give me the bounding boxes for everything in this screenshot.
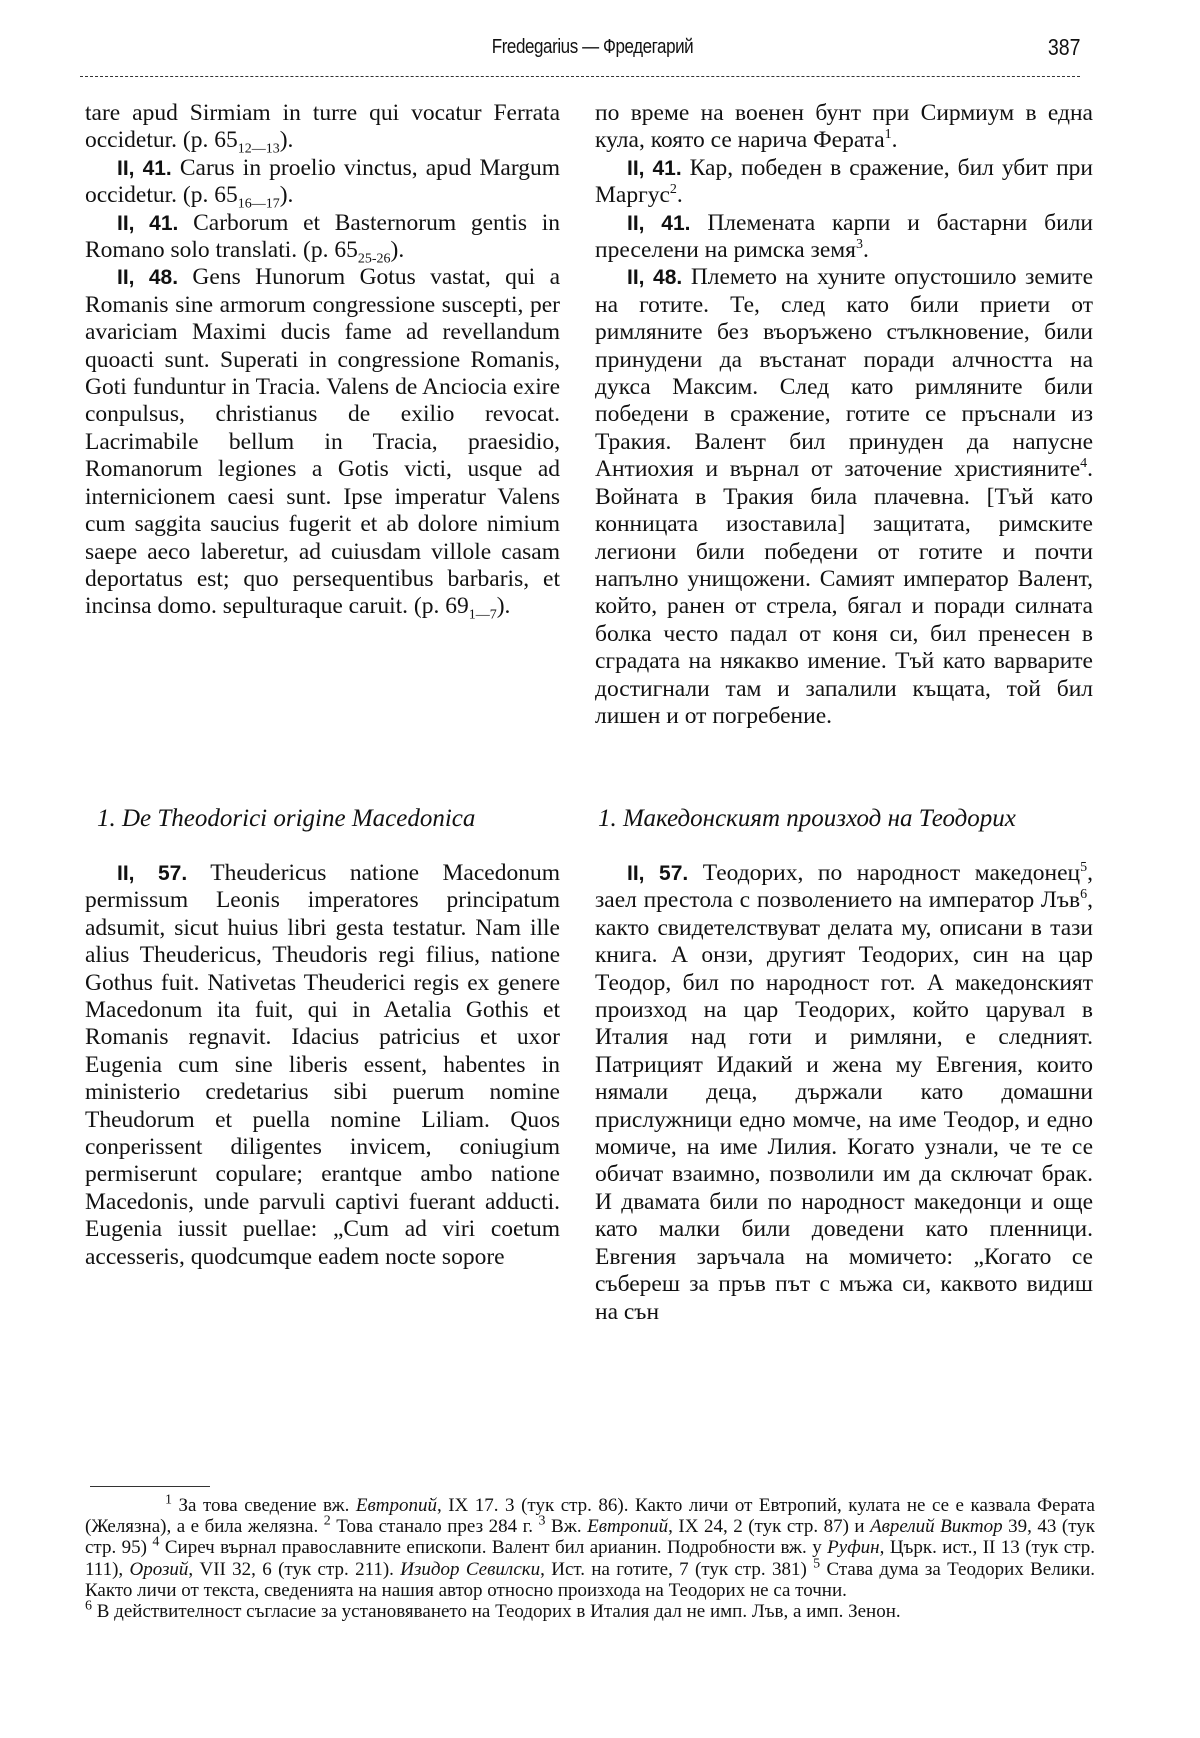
- footnote-rule: [90, 1486, 210, 1487]
- footnote-marker[interactable]: 5: [1080, 860, 1088, 876]
- source-name: Евтропий: [587, 1516, 669, 1538]
- latin-paragraph: II, 41. Carus in proelio vinctus, apud Margum occidetur. (p. $65_{16—17}$).: [85, 154, 560, 212]
- footnote-number: 5: [813, 1556, 821, 1572]
- chapter-reference: II, 41.: [117, 156, 172, 180]
- bulgarian-paragraph: II, 41. Кар, победен в сражение, бил убит при Маргус$^2$.: [595, 154, 1094, 209]
- latin-paragraph: tare apud Sirmiam in turre qui vocatur Ferrata occidetur. (p. $65_{12—13}$).: [85, 100, 560, 158]
- latin-paragraph: II, 41. Carborum et Basternorum gentis in Romano solo translati. (p. $65_{25-26}$).: [85, 209, 560, 267]
- footnote-marker[interactable]: 4: [1080, 456, 1088, 472]
- bulgarian-column-top: [595, 100, 1093, 730]
- source-name: Изидор Севилски: [400, 1558, 541, 1580]
- chapter-reference: II, 57.: [627, 862, 689, 885]
- chapter-reference: II, 41.: [627, 211, 691, 235]
- source-name: Руфин: [827, 1537, 880, 1559]
- latin-column-top: [85, 100, 560, 621]
- section-title-bulgarian: 1. Македонският произход на Теодорих: [598, 805, 1016, 832]
- running-title: Fredegarius — Фредегарий: [491, 36, 694, 58]
- latin-paragraph: II, 48. Gens Hunorum Gotus vastat, qui a Romanis sine armorum congressione suscepti, per avariciam Maximi ducis fame ad revellandum quoacti sunt. Superati in congressione Romanis, Goti funduntur in Tracia. Valens de Anciocia exire conpulsus, christianus de exilio revocat. Lacrimabile bellum in Tracia, praesidio, Romanorum legiones a Gotis victi, usque ad internicionem caesi sunt. Ipse imperatur Valens cum saggita saucius fugerit et ab dolore nimium saepe aeco laberetur, ad cuiusdam villole casam deportatus est; quo persequentibus barbaris, et incinsa domo. sepulturaque caruit. (p. $69_{1—7}$).: [85, 264, 561, 623]
- chapter-reference: II, 48.: [117, 266, 179, 290]
- chapter-reference: II, 41.: [627, 156, 682, 180]
- chapter-reference: II, 48.: [627, 266, 683, 290]
- header-rule: [80, 76, 1080, 77]
- footnotes: [85, 1492, 1096, 1623]
- source-name: Евтропий: [355, 1495, 437, 1516]
- chapter-reference: II, 41.: [117, 211, 179, 235]
- bulgarian-column-bottom: [595, 860, 1093, 1326]
- footnote-number: 6: [85, 1598, 92, 1614]
- footnote-number: 2: [323, 1513, 331, 1529]
- page-header: [80, 36, 1105, 76]
- bulgarian-paragraph: по време на военен бунт при Сирмиум в една кула, която се нарича Ферата$^1$.: [595, 100, 1093, 154]
- footnote-marker[interactable]: 1: [884, 127, 892, 143]
- footnote-number: 1: [165, 1492, 172, 1508]
- footnote-number: 4: [152, 1535, 160, 1551]
- bulgarian-paragraph: II, 41. Племената карпи и бастарни били преселени на римска земя$^3$.: [595, 209, 1093, 264]
- bulgarian-paragraph: II, 48. Племето на хуните опустошило земите на готите. Те, след като били приети от римляните без въоръжено стълкновение, били принудени да въстанат поради алчността на дукса Максим. След като римляните били победени в сражение, готите се пръснали из Тракия. Валент бил принуден да напусне Антиохия и върнал от заточение християните$^4$. Войната в Тракия била плачевна. [Тъй като конницата изоставила] защитата, римските легиони били победени от готите и почти напълно унищожени. Самият император Валент, който, ранен от стрела, бягал и поради силната болка често падал от коня си, бил пренесен в сградата на някакво имение. Тъй като варварите достигнали там и запалили къщата, той бил лишен и от погребение.: [595, 264, 1093, 729]
- footnote-marker[interactable]: 2: [669, 182, 677, 198]
- bulgarian-paragraph: II, 57. Теодорих, по народност македонец$^5$, заел престола с позволението на император Лъв$^6$, както свидетелствуват делата му, описани в тази книга. А онзи, другият Теодорих, син на цар Теодор, бил по народност гот. А македонският произход на цар Теодорих, който царувал в Италия над готи и римляни, е следният. Патрицият Идакий и жена му Евгения, които нямали деца, държали като домашни прислужници едно момче, на име Теодор, и едно момиче, на име Лилия. Когато узнали, че те се обичат взаимно, позволили им да сключат брак. И двамата били по народност македонци и още като малки били доведени като пленници. Евгения заръчала на момичето: „Когато се събереш за пръв път с мъжа си, каквото видиш на сън: [595, 860, 1093, 1325]
- latin-column-bottom: [85, 860, 560, 1271]
- source-name: Орозий: [129, 1558, 189, 1580]
- footnote-block: $^1$ За това сведение вж. Евтропий, IX 17. 3 (тук стр. 86). Както личи от Евтропий, кулата не се е казвала Ферата (Желязна), а е била желязна. $^2$ Това станало през 284 г. $^3$ Вж. Евтропий, IX 24, 2 (тук стр. 87) и Аврелий Виктор 39, 43 (тук стр. 95) $^4$ Сиреч върнал православните епископи. Валент бил арианин. Подробности вж. у Руфин, Църк. ист., II 13 (тук стр. 111), Орозий, VII 32, 6 (тук стр. 211). Изидор Севилски, Ист. на готите, 7 (тук стр. 381) $^5$ Става дума за Теодорих Велики. Както личи от текста, сведенията на нашия автор относно произхода на Теодорих не са точни.: [85, 1492, 1096, 1601]
- source-name: Аврелий Виктор: [870, 1516, 1003, 1538]
- section-title-latin: 1. De Theodorici origine Macedonica: [97, 805, 476, 832]
- chapter-reference: II, 57.: [117, 862, 188, 885]
- footnote-block: $^6$ В действителност съгласие за установяването на Теодорих в Италия дал не имп. Лъв, а имп. Зенон.: [85, 1598, 901, 1623]
- footnote-number: 3: [538, 1513, 546, 1529]
- page-number: 387: [1047, 34, 1081, 60]
- footnote-marker[interactable]: 3: [855, 237, 863, 253]
- latin-paragraph: II, 57. Theudericus natione Macedonum permissum Leonis imperatores principatum adsumit, sicut huius libri gesta testatur. Nam ille alius Theudericus, Theudoris regi filius, natione Gothus fuit. Nativetas Theuderici regis ex genere Macedonum ita fuit, qui in Aetalia Gothis et Romanis regnavit. Idacius patricius et uxor Eugenia cum sine liberis essent, habentes in ministerio credetarius sibi puerum nomine Theudorum et puella nomine Liliam. Quos conperissent diligentes invicem, coniugium permiserunt copulare; erantque ambo natione Macedonis, unde parvuli captivi fuerant adducti. Eugenia iussit puellae: „Cum ad viri coetum accesseris, quodcumque eadem nocte sopore: [85, 860, 561, 1270]
- footnote-marker[interactable]: 6: [1080, 887, 1088, 903]
